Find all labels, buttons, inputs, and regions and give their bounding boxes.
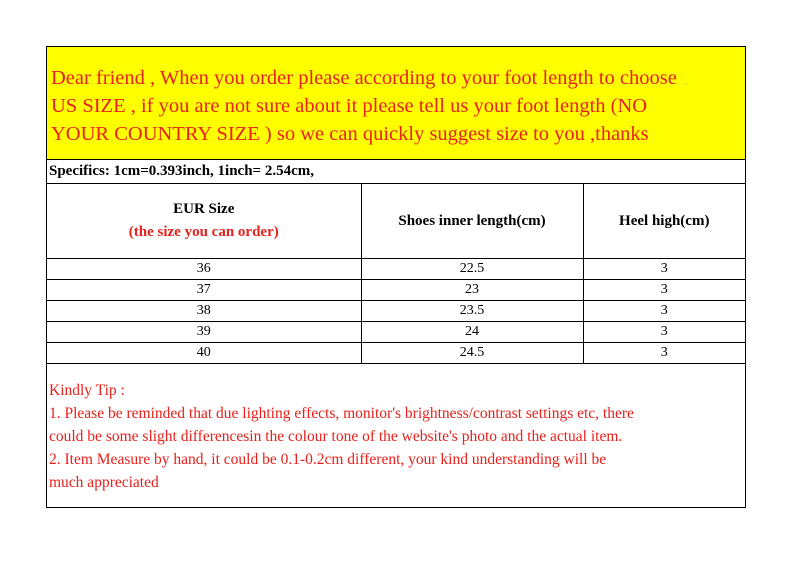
kindly-tip-section xyxy=(49,379,743,494)
heel-height-cell: 3 xyxy=(583,343,745,364)
tip-line: 1. Please be reminded that due lighting effects, monitor's brightness/contrast settings etc, there xyxy=(49,405,634,422)
heel-height-cell: 3 xyxy=(583,301,745,322)
order-notice-banner: Dear friend , When you order please according to your foot length to choose US SIZE , if you are not sure about it please tell us your foot length (NO YOUR COUNTRY SIZE ) so we can quickly suggest size to you ,thanks xyxy=(47,47,745,160)
table-row xyxy=(47,280,745,301)
table-header-row xyxy=(47,184,745,259)
table-row xyxy=(47,343,745,364)
eur-size-note: (the size you can order) xyxy=(128,224,279,240)
inner-length-header: Shoes inner length(cm) xyxy=(361,184,583,259)
table-row xyxy=(47,322,745,343)
inner-length-cell: 24 xyxy=(361,322,583,343)
inner-length-cell: 23.5 xyxy=(361,301,583,322)
eur-size-cell: 39 xyxy=(47,322,361,343)
table-row xyxy=(47,301,745,322)
eur-size-label: EUR Size xyxy=(173,201,235,217)
eur-size-cell: 36 xyxy=(47,259,361,280)
size-table xyxy=(47,184,745,364)
eur-size-header xyxy=(47,184,361,259)
inner-length-cell: 24.5 xyxy=(361,343,583,364)
heel-height-cell: 3 xyxy=(583,259,745,280)
table-row xyxy=(47,259,745,280)
eur-size-cell: 37 xyxy=(47,280,361,301)
heel-height-header: Heel high(cm) xyxy=(583,184,745,259)
tip-title: Kindly Tip : xyxy=(49,382,125,399)
heel-height-cell: 3 xyxy=(583,322,745,343)
inner-length-cell: 22.5 xyxy=(361,259,583,280)
tip-line: 2. Item Measure by hand, it could be 0.1-0.2cm different, your kind understanding will be xyxy=(49,451,607,468)
inner-length-cell: 23 xyxy=(361,280,583,301)
unit-conversion-note: Specifics: 1cm=0.393inch, 1inch= 2.54cm, xyxy=(47,160,745,184)
tip-line: could be some slight differencesin the colour tone of the website's photo and the actual item. xyxy=(49,428,623,445)
eur-size-cell: 38 xyxy=(47,301,361,322)
tip-line: much appreciated xyxy=(49,474,159,491)
eur-size-cell: 40 xyxy=(47,343,361,364)
size-chart-sheet xyxy=(46,46,746,508)
heel-height-cell: 3 xyxy=(583,280,745,301)
